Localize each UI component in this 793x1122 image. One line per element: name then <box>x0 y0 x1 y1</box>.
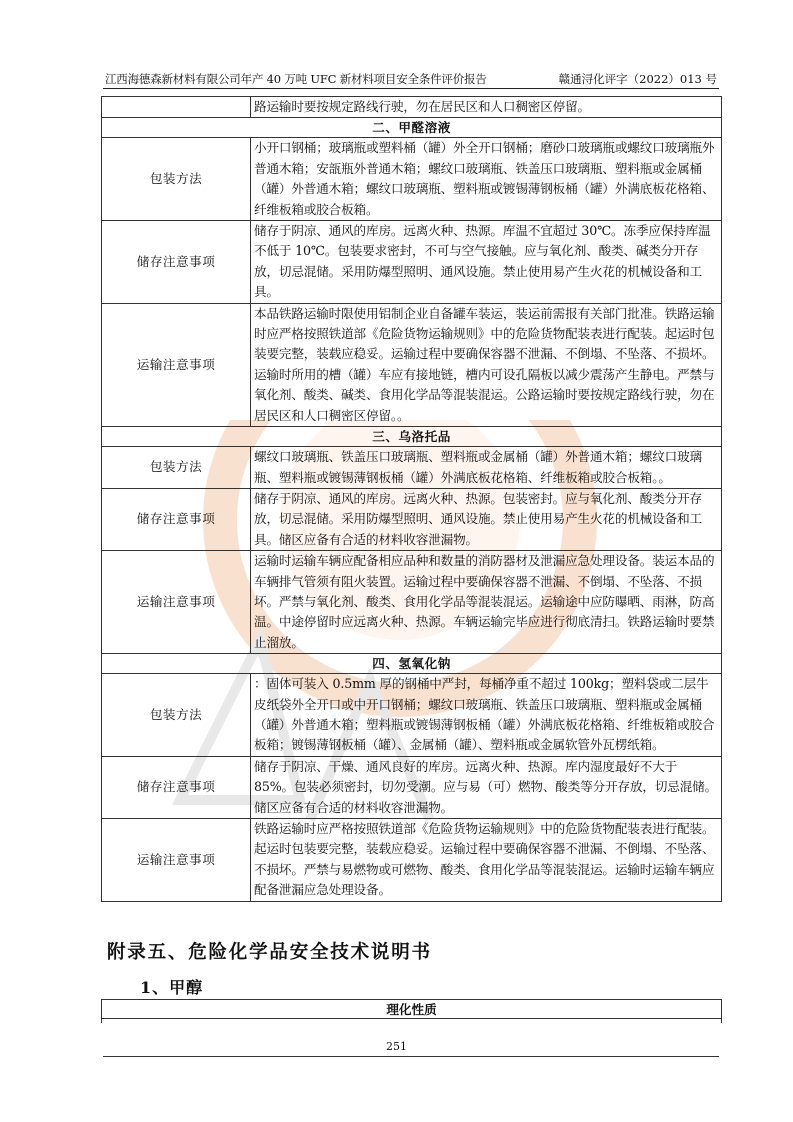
row-content: 储存于阴凉、通风的库房。远离火种、热源。包装密封。应与氧化剂、酸类分开存放，切忌混储。采用防爆型照明、通风设施。禁止使用易产生火花的机械设备和工具。储区应备有合适的材料收容泄漏物。 <box>251 488 722 550</box>
row-label: 包装方法 <box>102 138 251 221</box>
table-row <box>102 674 722 757</box>
table-row <box>102 488 722 550</box>
row-label: 运输注意事项 <box>102 551 251 654</box>
row-content: 小开口钢桶；玻璃瓶或塑料桶（罐）外全开口钢桶；磨砂口玻璃瓶或螺纹口玻璃瓶外普通木箱；安瓿瓶外普通木箱；螺纹口玻璃瓶、铁盖压口玻璃瓶、塑料瓶或金属桶（罐）外普通木箱；螺纹口玻璃瓶、塑料瓶或镀锡薄钢板桶（罐）外满底板花格箱、纤维板箱或胶合板箱。 <box>251 138 722 221</box>
empty-label-cell <box>102 97 251 118</box>
table-row <box>102 447 722 489</box>
section-row <box>102 654 722 674</box>
header-report-title: 江西海德森新材料有限公司年产 40 万吨 UFC 新材料项目安全条件评价报告 <box>105 72 487 86</box>
table-row <box>102 138 722 221</box>
row-label: 运输注意事项 <box>102 819 251 902</box>
row-label: 运输注意事项 <box>102 303 251 426</box>
row-content: 储存于阴凉、通风的库房。远离火种、热源。库温不宜超过 30℃。冻季应保持库温不低于 10℃。包装要求密封，不可与空气接触。应与氧化剂、酸类、碱类分开存放，切忌混储。采用防爆型照明、通风设施。禁止使用易产生火花的机械设备和工具。 <box>251 221 722 304</box>
table-row <box>102 97 722 118</box>
table-row <box>102 1019 722 1024</box>
section-title-urotropine: 三、乌洛托品 <box>102 427 722 447</box>
footer-divider <box>103 1056 719 1057</box>
empty-cell <box>102 1019 722 1024</box>
row-content: 储存于阴凉、干燥、通风良好的库房。远离火种、热源。库内湿度最好不大于 85%。包装必须密封，切勿受潮。应与易（可）燃物、酸类等分开存放，切忌混储。储区应备有合适的材料收容泄漏物。 <box>251 756 722 818</box>
section-row <box>102 118 722 138</box>
section-title-formaldehyde: 二、甲醛溶液 <box>102 118 722 138</box>
row-label: 包装方法 <box>102 447 251 489</box>
table-row <box>102 1000 722 1019</box>
row-label: 储存注意事项 <box>102 221 251 304</box>
row-label: 包装方法 <box>102 674 251 757</box>
storage-transport-table <box>101 96 722 902</box>
table-row <box>102 221 722 304</box>
header-report-number: 赣通浔化评字（2022）013 号 <box>558 72 717 86</box>
row-label: 储存注意事项 <box>102 488 251 550</box>
row-label: 储存注意事项 <box>102 756 251 818</box>
table-row <box>102 303 722 426</box>
row-content: 铁路运输时应严格按照铁道部《危险货物运输规则》中的危险货物配装表进行配装。起运时包装要完整，装载应稳妥。运输过程中要确保容器不泄漏、不倒塌、不坠落、不损坏。严禁与易燃物或可燃物、酸类、食用化学品等混装混运。运输时运输车辆应配备泄漏应急处理设备。 <box>251 819 722 902</box>
row-content: 本品铁路运输时限使用铝制企业自备罐车装运，装运前需报有关部门批准。铁路运输时应严格按照铁道部《危险货物运输规则》中的危险货物配装表进行配装。起运时包装要完整，装载应稳妥。运输过程中要确保容器不泄漏、不倒塌、不坠落、不损坏。运输时所用的槽（罐）车应有接地链，槽内可设孔隔板以减少震荡产生静电。严禁与氧化剂、酸类、碱类、食用化学品等混装混运。公路运输时要按规定路线行驶，勿在居民区和人口稠密区停留。。 <box>251 303 722 426</box>
section-row <box>102 427 722 447</box>
appendix-title: 附录五、危险化学品安全技术说明书 <box>107 942 432 963</box>
properties-table <box>101 999 722 1023</box>
section-title-sodium-hydroxide: 四、氢氧化钠 <box>102 654 722 674</box>
row-content: 运输时运输车辆应配备相应品种和数量的消防器材及泄漏应急处理设备。装运本品的车辆排气管须有阻火装置。运输过程中要确保容器不泄漏、不倒塌、不坠落、不损坏。严禁与氧化剂、酸类、食用化学品等混装混运。运输途中应防曝晒、雨淋，防高温。中途停留时应远离火种、热源。车辆运输完毕应进行彻底清扫。铁路运输时要禁止溜放。 <box>251 551 722 654</box>
table-row <box>102 551 722 654</box>
table-row <box>102 756 722 818</box>
row-content: ：固体可装入 0.5mm 厚的钢桶中严封，每桶净重不超过 100kg；塑料袋或二层牛皮纸袋外全开口或中开口钢桶；螺纹口玻璃瓶、铁盖压口玻璃瓶、塑料瓶或金属桶（罐）外普通木箱；塑料瓶或镀锡薄钢板桶（罐）外满底板花格箱、纤维板箱或胶合板箱；镀锡薄钢板桶（罐）、金属桶（罐）、塑料瓶或金属软管外瓦楞纸箱。 <box>251 674 722 757</box>
page-number: 251 <box>386 1040 407 1053</box>
row-content: 螺纹口玻璃瓶、铁盖压口玻璃瓶、塑料瓶或金属桶（罐）外普通木箱；螺纹口玻璃瓶、塑料瓶或镀锡薄钢板桶（罐）外满底板花格箱、纤维板箱或胶合板箱。。 <box>251 447 722 489</box>
properties-header: 理化性质 <box>102 1000 722 1019</box>
table-row <box>102 819 722 902</box>
methanol-subtitle: 1、甲醇 <box>140 978 204 997</box>
continuation-cell: 路运输时要按规定路线行驶，勿在居民区和人口稠密区停留。 <box>251 97 722 118</box>
page-header <box>103 70 719 89</box>
